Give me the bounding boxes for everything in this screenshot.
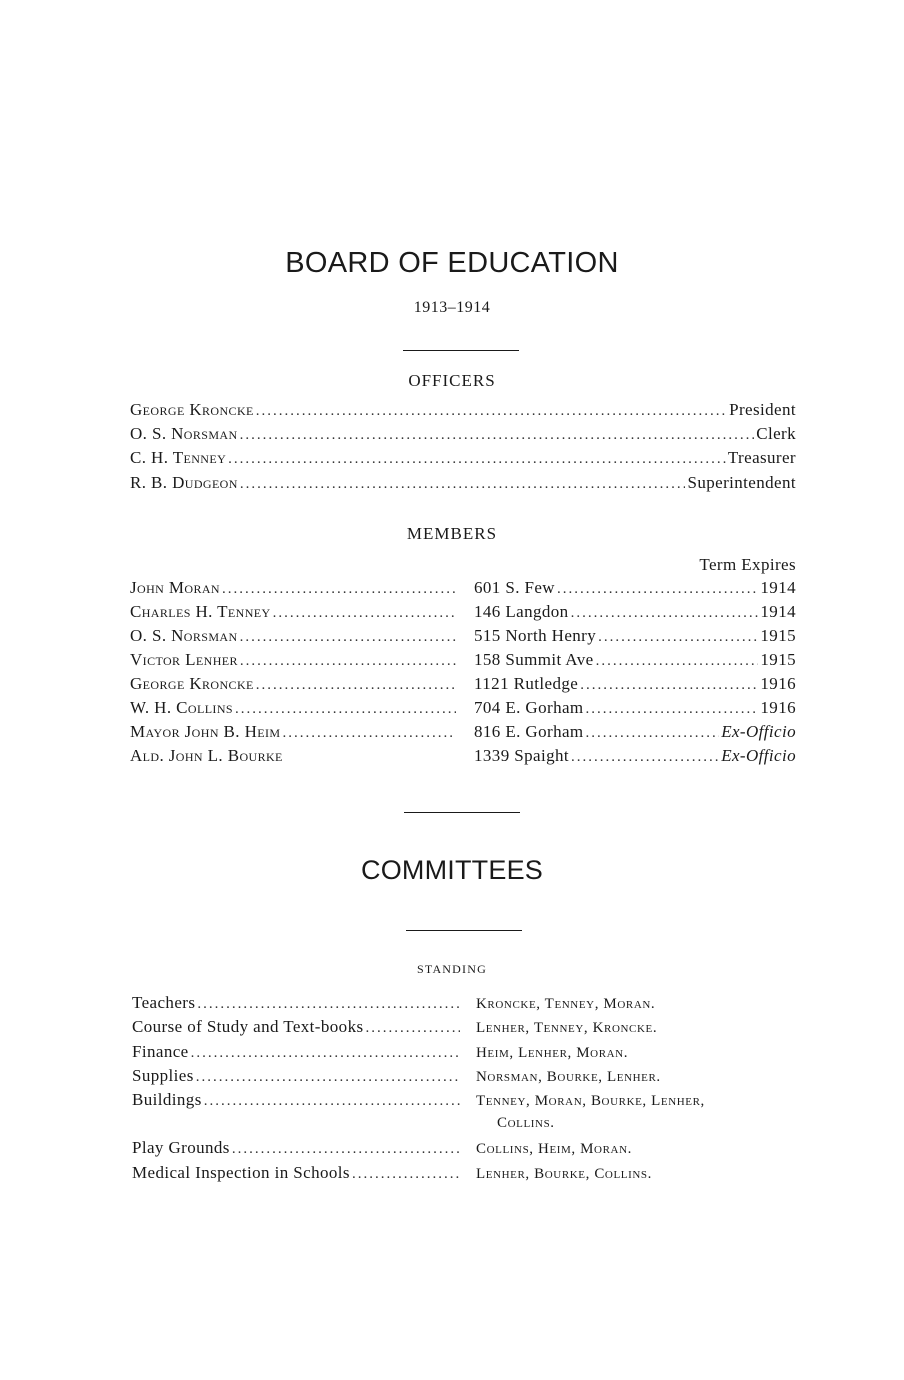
officer-row xyxy=(130,400,796,424)
dot-leader xyxy=(598,629,758,646)
committee-name: Buildings xyxy=(132,1090,202,1109)
member-address: 816 E. Gorham xyxy=(474,722,584,741)
members-heading: MEMBERS xyxy=(406,524,498,543)
member-address-cell xyxy=(474,722,796,746)
dot-leader xyxy=(586,725,720,742)
dot-leader xyxy=(191,1045,460,1062)
officer-name: O. S. Norsman xyxy=(130,424,238,443)
member-address: 1121 Rutledge xyxy=(474,674,579,693)
committee-members: Tenney, Moran, Bourke, Lenher, xyxy=(476,1093,705,1109)
dot-leader xyxy=(222,581,456,598)
committee-members: Lenher, Tenney, Kroncke. xyxy=(476,1020,658,1036)
dot-leader xyxy=(228,451,726,468)
dot-leader xyxy=(571,605,759,622)
dot-leader xyxy=(240,629,456,646)
member-address-cell xyxy=(474,626,796,650)
page-title: BOARD OF EDUCATION xyxy=(285,247,619,279)
dot-leader xyxy=(586,701,759,718)
dot-leader xyxy=(557,581,758,598)
member-name-cell xyxy=(130,578,458,602)
committee-members: Kroncke, Tenney, Moran. xyxy=(476,996,656,1012)
dot-leader xyxy=(240,476,686,493)
dot-leader xyxy=(232,1141,460,1158)
dot-leader xyxy=(596,653,759,670)
standing-heading: STANDING xyxy=(417,962,487,976)
member-name: Charles H. Tenney xyxy=(130,602,271,621)
member-address-cell xyxy=(474,578,796,602)
member-name-cell xyxy=(130,746,458,770)
member-address-cell xyxy=(474,602,796,626)
member-term: 1915 xyxy=(760,626,796,645)
member-term: 1915 xyxy=(760,650,796,669)
officers-heading: OFFICERS xyxy=(408,371,496,390)
member-name-cell xyxy=(130,722,458,746)
year-range: 1913–1914 xyxy=(413,299,491,316)
member-name: Mayor John B. Heim xyxy=(130,722,281,741)
dot-leader xyxy=(235,701,456,718)
committee-name: Supplies xyxy=(132,1066,194,1085)
member-address: 1339 Spaight xyxy=(474,746,569,765)
dot-leader xyxy=(196,1069,460,1086)
term-expires-header: Term Expires xyxy=(699,555,796,574)
dot-leader xyxy=(256,403,727,420)
officer-row xyxy=(130,473,796,497)
divider xyxy=(404,812,520,813)
member-name-cell xyxy=(130,626,458,650)
member-address: 146 Langdon xyxy=(474,602,569,621)
officer-row xyxy=(130,448,796,472)
committee-name-cell xyxy=(132,1138,462,1162)
member-address-cell xyxy=(474,746,796,770)
member-term: 1916 xyxy=(760,698,796,717)
member-name: Victor Lenher xyxy=(130,650,238,669)
member-address: 601 S. Few xyxy=(474,578,555,597)
committee-name-cell xyxy=(132,1090,462,1114)
committee-name-cell xyxy=(132,1163,462,1187)
dot-leader xyxy=(240,427,755,444)
committee-members-continued: Collins. xyxy=(497,1115,555,1131)
dot-leader xyxy=(204,1093,460,1110)
dot-leader xyxy=(256,677,456,694)
dot-leader xyxy=(365,1020,460,1037)
member-name: Ald. John L. Bourke xyxy=(130,746,283,765)
member-name: George Kroncke xyxy=(130,674,254,693)
committee-members: Lenher, Bourke, Collins. xyxy=(476,1166,652,1182)
member-term: 1914 xyxy=(760,578,796,597)
divider xyxy=(406,930,522,931)
member-term: 1916 xyxy=(760,674,796,693)
committee-members: Collins, Heim, Moran. xyxy=(476,1141,632,1157)
member-address: 515 North Henry xyxy=(474,626,597,645)
committee-members: Norsman, Bourke, Lenher. xyxy=(476,1069,661,1085)
committees-title: COMMITTEES xyxy=(361,855,543,885)
dot-leader xyxy=(571,749,719,766)
committee-name-cell xyxy=(132,993,462,1017)
officer-name: George Kroncke xyxy=(130,400,254,419)
dot-leader xyxy=(273,605,456,622)
officer-name: R. B. Dudgeon xyxy=(130,473,238,492)
committee-name: Finance xyxy=(132,1042,189,1061)
member-address-cell xyxy=(474,698,796,722)
committee-name: Play Grounds xyxy=(132,1138,230,1157)
dot-leader xyxy=(240,653,456,670)
committee-name-cell xyxy=(132,1042,462,1066)
member-name-cell xyxy=(130,674,458,698)
member-address: 158 Summit Ave xyxy=(474,650,594,669)
dot-leader xyxy=(282,725,456,742)
officer-title: Superintendent xyxy=(687,473,796,492)
member-address-cell xyxy=(474,674,796,698)
member-address: 704 E. Gorham xyxy=(474,698,584,717)
dot-leader xyxy=(197,996,460,1013)
officer-title: Treasurer xyxy=(727,448,796,467)
officer-row xyxy=(130,424,796,448)
member-name-cell xyxy=(130,698,458,722)
committee-name-cell xyxy=(132,1017,462,1041)
member-name: W. H. Collins xyxy=(130,698,233,717)
member-term: 1914 xyxy=(760,602,796,621)
member-name: O. S. Norsman xyxy=(130,626,238,645)
committee-name: Course of Study and Text-books xyxy=(132,1017,364,1036)
officer-title: Clerk xyxy=(756,424,796,443)
dot-leader xyxy=(580,677,758,694)
officer-name: C. H. Tenney xyxy=(130,448,227,467)
member-name-cell xyxy=(130,650,458,674)
member-address-cell xyxy=(474,650,796,674)
member-name: John Moran xyxy=(130,578,220,597)
committee-members: Heim, Lenher, Moran. xyxy=(476,1045,629,1061)
dot-leader xyxy=(352,1166,460,1183)
divider xyxy=(403,350,519,351)
member-name-cell xyxy=(130,602,458,626)
committee-name: Teachers xyxy=(132,993,196,1012)
committee-name: Medical Inspection in Schools xyxy=(132,1163,350,1182)
committee-name-cell xyxy=(132,1066,462,1090)
member-term: Ex-Officio xyxy=(721,722,796,741)
officer-title: President xyxy=(729,400,796,419)
member-term: Ex-Officio xyxy=(721,746,796,765)
